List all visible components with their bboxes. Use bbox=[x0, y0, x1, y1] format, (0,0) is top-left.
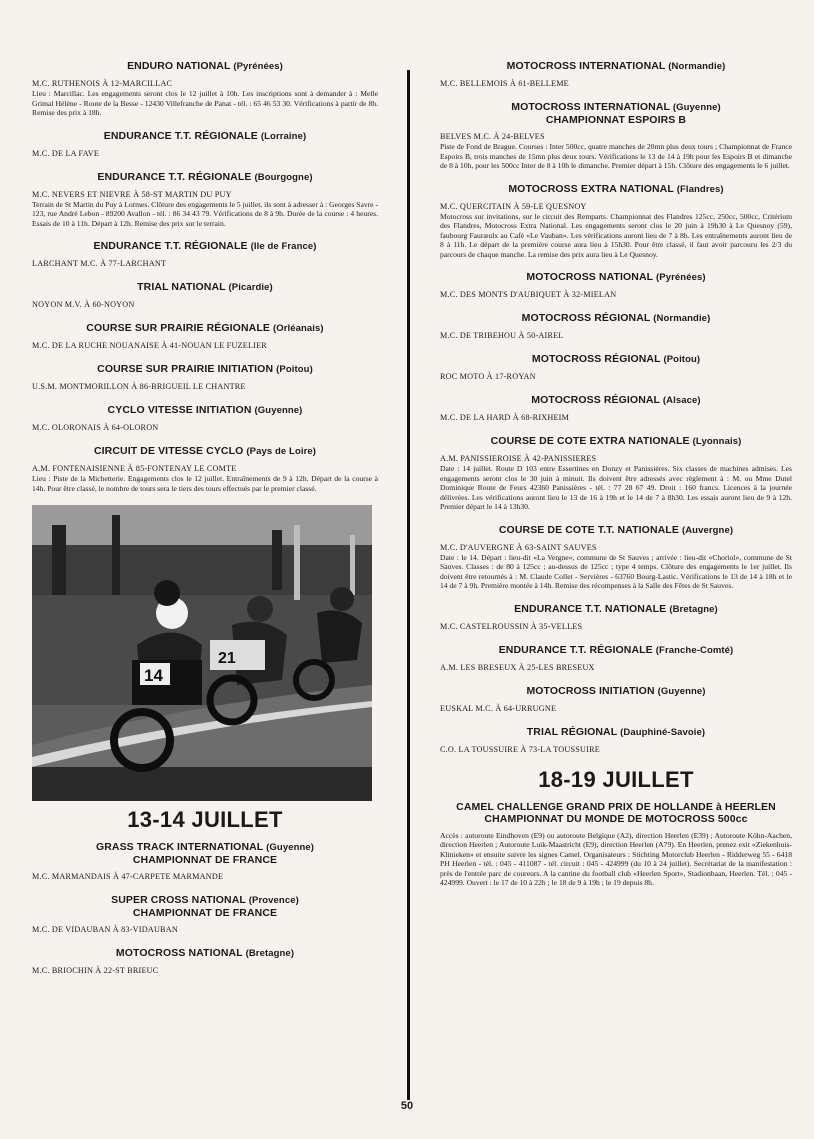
event-region: (Bretagne) bbox=[669, 603, 718, 615]
event-listing bbox=[32, 363, 378, 392]
event-listing bbox=[440, 101, 792, 171]
event-title bbox=[32, 894, 378, 919]
event-title bbox=[440, 801, 792, 825]
event-title bbox=[440, 60, 792, 73]
event-listing bbox=[440, 353, 792, 382]
organizer-club: A.M. PANISSIEROISE À 42-PANISSIERES bbox=[440, 454, 597, 463]
organizer-club: A.M. FONTENAISIENNE À 85-FONTENAY LE COMTE bbox=[32, 464, 237, 473]
event-subtitle: CHAMPIONNAT DE FRANCE bbox=[132, 854, 278, 866]
event-subtitle: CHAMPIONNAT DU MONDE DE MOTOCROSS 500cc bbox=[484, 812, 748, 825]
event-name: MOTOCROSS INTERNATIONAL bbox=[511, 101, 670, 113]
organizer-club: M.C. DE TRIBEHOU À 50-AIREL bbox=[440, 331, 564, 340]
organizer-club: NOYON M.V. À 60-NOYON bbox=[32, 300, 135, 309]
left-column bbox=[32, 60, 378, 988]
bike-number: 14 bbox=[144, 666, 163, 685]
date-heading-13-14: 13-14 JUILLET bbox=[127, 807, 283, 832]
event-title bbox=[440, 312, 792, 325]
organizer-club: EUSKAL M.C. À 64-URRUGNE bbox=[440, 703, 557, 713]
organizer-club: M.C. QUERCITAIN À 59-LE QUESNOY bbox=[440, 201, 587, 211]
event-listing bbox=[440, 801, 792, 888]
event-listing bbox=[32, 404, 378, 433]
event-details: Piste de Fond de Brague. Courses : Inter 500cc, quatre manches de 20mn plus deux tours ; Championnat de France Espoirs B, trois manches de 15mn plus deux tours. Vérifications le 13 de 14 à 19h pour les Espoirs B et dimanche de 8 à 10h, pour les 500cc Inter de 8 à 10h le dimanche. Premier départ à 15h. Clôture des engagements le 6 juillet. bbox=[440, 142, 792, 170]
organizer-club: C.O. LA TOUSSUIRE À 73-LA TOUSSUIRE bbox=[440, 744, 600, 754]
organizer-club: U.S.M. MONTMORILLON À 86-BRIGUEIL LE CHANTRE bbox=[32, 382, 246, 391]
event-region: (Normandie) bbox=[668, 61, 726, 72]
event-name: ENDURANCE T.T. RÉGIONALE bbox=[93, 240, 248, 252]
organizer-club: M.C. D'AUVERGNE À 63-SAINT SAUVES bbox=[440, 542, 597, 552]
event-title bbox=[440, 101, 792, 126]
event-name: ENDURANCE T.T. RÉGIONALE bbox=[97, 170, 252, 183]
event-listing bbox=[32, 894, 378, 935]
event-region: (Lyonnais) bbox=[692, 436, 742, 447]
event-region: (Picardie) bbox=[228, 282, 273, 293]
event-region: (Guyenne) bbox=[266, 842, 315, 853]
organizer-club: ROC MOTO À 17-ROYAN bbox=[440, 372, 536, 381]
event-title bbox=[440, 524, 792, 537]
event-subtitle: CHAMPIONNAT ESPOIRS B bbox=[545, 114, 687, 126]
organizer-club: M.C. DE VIDAUBAN À 83-VIDAUBAN bbox=[32, 925, 178, 934]
date-heading-18-19: 18-19 JUILLET bbox=[538, 766, 694, 792]
event-region: (Poitou) bbox=[276, 364, 313, 375]
organizer-club: A.M. LES BRESEUX À 25-LES BRESEUX bbox=[440, 662, 595, 672]
event-details: Lieu : Marcillac. Les engagements seront clos le 12 juillet à 10h. Les inscriptions sont à demander à : Melle Grimal Hélène - Route de la Besse - 12430 Villefranche de Panat - tél. : 65 46 53 30. Vérifications à partir de 8h. Remise des prix à 18h. bbox=[32, 89, 378, 117]
event-title bbox=[440, 353, 792, 366]
event-title bbox=[32, 947, 378, 960]
event-listing bbox=[440, 435, 792, 512]
event-region: (Lorraine) bbox=[260, 130, 307, 142]
event-listing bbox=[440, 394, 792, 423]
event-title bbox=[32, 404, 378, 417]
event-listing bbox=[32, 445, 378, 493]
event-listing bbox=[32, 947, 378, 976]
organizer-club: M.C. MARMANDAIS À 47-CARPETE MARMANDE bbox=[32, 872, 224, 881]
organizer-club: M.C. DE LA HARD À 68-RIXHEIM bbox=[440, 413, 570, 422]
event-listing bbox=[440, 524, 792, 591]
event-region: (Dauphiné-Savoie) bbox=[620, 726, 706, 738]
event-name: MOTOCROSS EXTRA NATIONAL bbox=[508, 182, 674, 195]
event-title bbox=[32, 363, 378, 376]
event-title bbox=[440, 644, 792, 657]
event-name: MOTOCROSS INITIATION bbox=[526, 684, 655, 697]
event-region: (Franche-Comté) bbox=[655, 644, 734, 656]
event-region: (Bretagne) bbox=[245, 948, 295, 959]
event-region: (Pyrénées) bbox=[656, 272, 706, 283]
event-details: Lieu : Piste de la Michetterie. Engagements clos le 12 juillet. Entraînements de 9 à 12h. Départ de la course à 14h. Pour être classé, le nombre de tours sera le tiers des tours effectués par le premier classé. bbox=[32, 474, 378, 493]
bike-number: 21 bbox=[218, 650, 236, 667]
event-name: MOTOCROSS NATIONAL bbox=[115, 947, 243, 959]
organizer-club: M.C. DES MONTS D'AUBIQUET À 32-MIELAN bbox=[440, 290, 617, 299]
organizer-club: M.C. BELLEMOIS À 61-BELLEME bbox=[440, 79, 569, 88]
organizer-club: M.C. OLORONAIS À 64-OLORON bbox=[32, 423, 159, 432]
event-region: (Provence) bbox=[248, 895, 299, 906]
event-region: (Alsace) bbox=[662, 395, 701, 406]
page-number: 50 bbox=[400, 1100, 414, 1112]
race-photo bbox=[32, 505, 372, 801]
event-listing bbox=[32, 322, 378, 351]
event-title bbox=[440, 394, 792, 407]
event-subtitle: CHAMPIONNAT DE FRANCE bbox=[132, 907, 278, 919]
event-region: (Pyrénées) bbox=[233, 61, 283, 72]
event-name: MOTOCROSS RÉGIONAL bbox=[521, 312, 651, 324]
event-title bbox=[32, 445, 378, 458]
event-title bbox=[32, 841, 378, 866]
event-title bbox=[32, 322, 378, 335]
event-name: CIRCUIT DE VITESSE CYCLO bbox=[93, 445, 244, 457]
event-listing bbox=[440, 60, 792, 89]
event-region: (Normandie) bbox=[653, 313, 711, 324]
event-listing bbox=[440, 183, 792, 260]
event-name: MOTOCROSS NATIONAL bbox=[526, 271, 653, 283]
event-details: Date : 14 juillet. Route D 103 entre Essertines en Donzy et Panissières. Six classes de machines admises. Les engagements seront clos le 30 juin à minuit. Ils doivent être adressés avec règlement à : M. ou Mme Dutel Dominique Route de Feurs 42360 Panissières - tél. : 77 28 67 49. Droit : 160 francs. Licences à la journée délivrées. Les vérifications auront lieu le 13 de 16 à 19h et le 14 de 7 à 8h30. Les essais auront lieu de 9 à 12h. Premier départ le 14 à 13h30. bbox=[440, 464, 792, 511]
event-details: Terrain de St Martin du Puy à Lormes. Clôture des engagements le 5 juillet, ils sont à adresser à : Georges Savre - 123, rue André Lebon - 89200 Avallon - tél. : 86 34 43 79. Vérifications de 8 à 9h. Durée de la course : 4 heures. Essais de 10 à 11h. Départ à 12h. Remise des prix sur le terrain. bbox=[32, 199, 378, 228]
event-region: (Guyenne) bbox=[254, 405, 303, 416]
event-listing bbox=[32, 130, 378, 159]
event-region: (Bourgogne) bbox=[254, 171, 313, 183]
event-region: (Guyenne) bbox=[657, 685, 706, 697]
event-name: ENDURANCE T.T. RÉGIONALE bbox=[103, 129, 258, 142]
event-name: COURSE SUR PRAIRIE INITIATION bbox=[97, 363, 274, 375]
event-region: (Pays de Loire) bbox=[246, 446, 317, 457]
organizer-club: M.C. DE LA RUCHE NOUANAISE À 41-NOUAN LE FUZELIER bbox=[32, 341, 267, 350]
event-listing bbox=[440, 726, 792, 755]
event-name: TRIAL NATIONAL bbox=[137, 281, 226, 293]
event-title bbox=[32, 171, 378, 184]
right-column bbox=[440, 60, 792, 900]
organizer-club: M.C. RUTHENOIS À 12-MARCILLAC bbox=[32, 79, 173, 88]
event-name: GRASS TRACK INTERNATIONAL bbox=[95, 841, 264, 853]
event-title bbox=[440, 685, 792, 698]
event-name: ENDURANCE T.T. RÉGIONALE bbox=[498, 643, 653, 656]
event-title bbox=[32, 60, 378, 73]
event-title bbox=[440, 435, 792, 448]
event-listing bbox=[32, 281, 378, 310]
event-title bbox=[440, 271, 792, 284]
event-listing bbox=[440, 603, 792, 632]
event-name: TRIAL RÉGIONAL bbox=[526, 725, 618, 738]
event-name: MOTOCROSS RÉGIONAL bbox=[531, 353, 661, 365]
event-details: Accès : autoroute Eindhoven (E9) ou autoroute Belgique (A2), direction Heerlen (E39) ; Autoroute Köhn-Aachen, direction Heerlen ; Autoroute Luik-Maastricht (E9), direction Heerlen (A79). En Heerlen, prenez exit «Ziekenhuis-Klinieken» et ensuite suivre les signes Camel. Organisateurs : Stichting Motorclub Heerlen - Ridderweg 55 - 6418 PH Heerlen - tél. : 045 - 411087 - tél. circuit : 045 - 424999 (du 10 à 24 juillet). Secrétariat de la manifestation : près de l'entrée parc de coureurs. A la cantine du football club «Heerlen Sport», Stadionbaan, Heerlen. Tél. : 045 - 424999. Ouvert : le 17 de 10 à 22h ; le 18 de 9 à 19h ; le 19 depuis 8h. bbox=[440, 830, 792, 887]
event-name: COURSE SUR PRAIRIE RÉGIONALE bbox=[86, 322, 270, 334]
event-region: (Flandres) bbox=[676, 183, 724, 195]
event-region: (Poitou) bbox=[663, 354, 701, 365]
event-listing bbox=[32, 171, 378, 229]
event-name: COURSE DE COTE T.T. NATIONALE bbox=[498, 523, 679, 536]
organizer-club: LARCHANT M.C. À 77-LARCHANT bbox=[32, 259, 167, 268]
event-name: MOTOCROSS INTERNATIONAL bbox=[506, 60, 666, 72]
event-title bbox=[32, 130, 378, 143]
event-title bbox=[440, 726, 792, 739]
event-listing bbox=[440, 644, 792, 673]
event-name: CYCLO VITESSE INITIATION bbox=[107, 404, 252, 416]
organizer-club: BELVES M.C. À 24-BELVES bbox=[440, 132, 545, 141]
event-listing bbox=[32, 240, 378, 269]
organizer-club: M.C. NEVERS ET NIEVRE À 58-ST MARTIN DU PUY bbox=[32, 189, 232, 199]
event-listing bbox=[32, 841, 378, 882]
event-details: Date : le 14. Départ : lieu-dit «La Vergne», commune de St Sauves ; arrivée : lieu-dit «Choriol», commune de St Sauves. Classes : de 80 à 125cc ; au-dessus de 125cc ; type 4 temps. Clôture des engagements le 1er juillet. Ils doivent être retournés à : M. Claude Collet - Servières - 63760 Bourg-Lastic. Vérifications le 13 de 14 à 18h et le 14 de 7 à 9h. Première montée à 14h. Remise des récompenses à la Salle des Fêtes de St Sauves. bbox=[440, 552, 792, 590]
event-name: SUPER CROSS NATIONAL bbox=[111, 894, 246, 906]
event-name: CAMEL CHALLENGE GRAND PRIX DE HOLLANDE à HEERLEN bbox=[456, 800, 776, 813]
event-title bbox=[440, 603, 792, 616]
event-title bbox=[32, 281, 378, 294]
event-region: (Guyenne) bbox=[672, 102, 721, 113]
event-title bbox=[32, 240, 378, 253]
event-name: MOTOCROSS RÉGIONAL bbox=[531, 394, 660, 406]
event-name: ENDURANCE T.T. NATIONALE bbox=[514, 602, 667, 615]
event-name: ENDURO NATIONAL bbox=[127, 60, 231, 72]
event-region: (Auvergne) bbox=[681, 524, 734, 536]
event-region: (Ile de France) bbox=[250, 241, 317, 252]
event-listing bbox=[32, 60, 378, 118]
organizer-club: M.C. DE LA FAVE bbox=[32, 148, 100, 158]
organizer-club: M.C. BRIOCHIN À 22-ST BRIEUC bbox=[32, 966, 159, 975]
column-divider bbox=[407, 70, 410, 1100]
event-listing bbox=[440, 685, 792, 714]
event-listing bbox=[440, 312, 792, 341]
event-region: (Orléanais) bbox=[272, 323, 324, 334]
organizer-club: M.C. CASTELROUSSIN À 35-VELLES bbox=[440, 621, 583, 631]
event-title bbox=[440, 183, 792, 196]
event-listing bbox=[440, 271, 792, 300]
event-details: Motocross sur invitations, sur le circuit des Remparts. Championnat des Flandres 125cc, 250cc, 500cc, Critérium des Flandres, Motocross Extra National. Les engagements seront clos le 20 juin à 19h30 à Le Quesnoy (59), faubourg Fauræulx au Café «Le Vauban». Les vérifications auront lieu de 7 à 8h. Les entraînements auront lieu de 8 à 11h. Le départ de la première course aura lieu à 15h30. Pour être classé, il faut avoir parcouru les 2/3 du parcours de chaque manche. La remise des prix aura lieu à Le Quesnoy. bbox=[440, 211, 792, 259]
event-name: COURSE DE COTE EXTRA NATIONALE bbox=[490, 435, 690, 447]
